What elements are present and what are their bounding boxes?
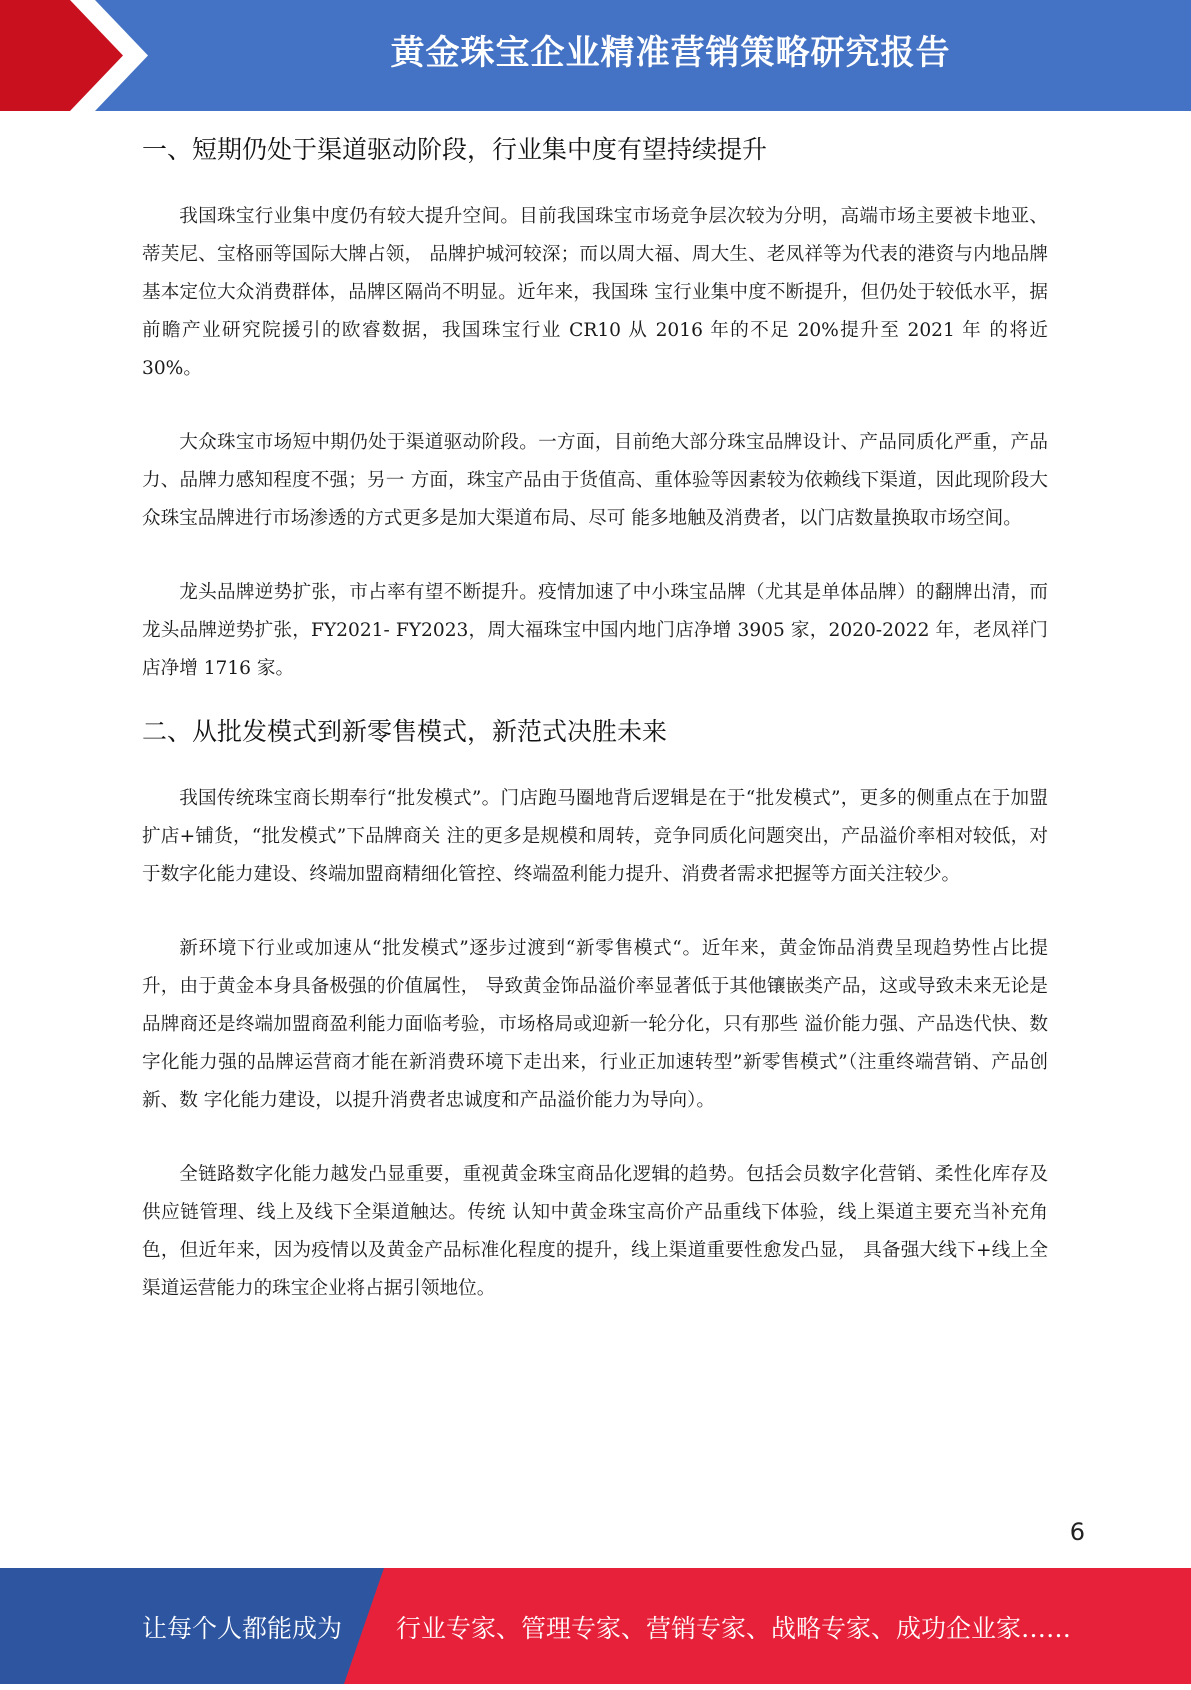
section-heading-2: 二、从批发模式到新零售模式，新范式决胜未来 bbox=[142, 717, 668, 746]
footer-slogan-left: 让每个人都能成为 bbox=[142, 1614, 343, 1643]
section-1-paragraph-3: 龙头品牌逆势扩张，市占率有望不断提升。疫情加速了中小珠宝品牌（尤其是单体品牌）的翻牌出清，而龙头品牌逆势扩张，FY2021- FY2023，周大福珠宝中国内地门店净增 3905 家，2020-2022 年，老凤祥门店净增 1716 家。 bbox=[142, 582, 1048, 679]
footer-slogan-right: 行业专家、管理专家、营销专家、战略专家、成功企业家…… bbox=[396, 1614, 1072, 1643]
section-2-paragraph-1: 我国传统珠宝商长期奉行“批发模式”。门店跑马圈地背后逻辑是在于“批发模式”，更多的侧重点在于加盟扩店+铺货，“批发模式”下品牌商关 注的更多是规模和周转，竞争同质化问题突出，产品溢价率相对较低，对于数字化能力建设、终端加盟商精细化管控、终端盈利能力提升、消费者需求把握等方面关注较少。 bbox=[142, 788, 1048, 885]
header-arrow-decoration bbox=[0, 0, 160, 111]
page-number: 6 bbox=[1069, 1518, 1085, 1546]
report-footer bbox=[0, 1568, 1191, 1684]
section-2-paragraph-2: 新环境下行业或加速从“批发模式”逐步过渡到“新零售模式“。近年来，黄金饰品消费呈现趋势性占比提升，由于黄金本身具备极强的价值属性， 导致黄金饰品溢价率显著低于其他镶嵌类产品，这或导致未来无论是品牌商还是终端加盟商盈利能力面临考验，市场格局或迎新一轮分化，只有那些 溢价能力强、产品迭代快、数字化能力强的品牌运营商才能在新消费环境下走出来，行业正加速转型”新零售模式”（注重终端营销、产品创新、数 字化能力建设，以提升消费者忠诚度和产品溢价能力为导向）。 bbox=[142, 938, 1048, 1111]
report-body bbox=[142, 128, 1048, 1344]
report-title: 黄金珠宝企业精准营销策略研究报告 bbox=[390, 33, 951, 73]
section-1-paragraph-1: 我国珠宝行业集中度仍有较大提升空间。目前我国珠宝市场竞争层次较为分明，高端市场主要被卡地亚、蒂芙尼、宝格丽等国际大牌占领， 品牌护城河较深；而以周大福、周大生、老凤祥等为代表的港资与内地品牌基本定位大众消费群体，品牌区隔尚不明显。近年来，我国珠 宝行业集中度不断提升，但仍处于较低水平，据前瞻产业研究院援引的欧睿数据，我国珠宝行业 CR10 从 2016 年的不足 20%提升至 2021 年 的将近 30%。 bbox=[142, 206, 1048, 379]
report-header bbox=[0, 0, 1191, 111]
section-heading-1: 一、短期仍处于渠道驱动阶段，行业集中度有望持续提升 bbox=[142, 135, 768, 164]
section-1-paragraph-2: 大众珠宝市场短中期仍处于渠道驱动阶段。一方面，目前绝大部分珠宝品牌设计、产品同质化严重，产品力、品牌力感知程度不强；另一 方面，珠宝产品由于货值高、重体验等因素较为依赖线下渠道，因此现阶段大众珠宝品牌进行市场渗透的方式更多是加大渠道布局、尽可 能多地触及消费者，以门店数量换取市场空间。 bbox=[142, 432, 1048, 529]
section-2-paragraph-3: 全链路数字化能力越发凸显重要，重视黄金珠宝商品化逻辑的趋势。包括会员数字化营销、柔性化库存及供应链管理、线上及线下全渠道触达。传统 认知中黄金珠宝高价产品重线下体验，线上渠道主要充当补充角色，但近年来，因为疫情以及黄金产品标准化程度的提升，线上渠道重要性愈发凸显， 具备强大线下+线上全渠道运营能力的珠宝企业将占据引领地位。 bbox=[142, 1164, 1048, 1299]
